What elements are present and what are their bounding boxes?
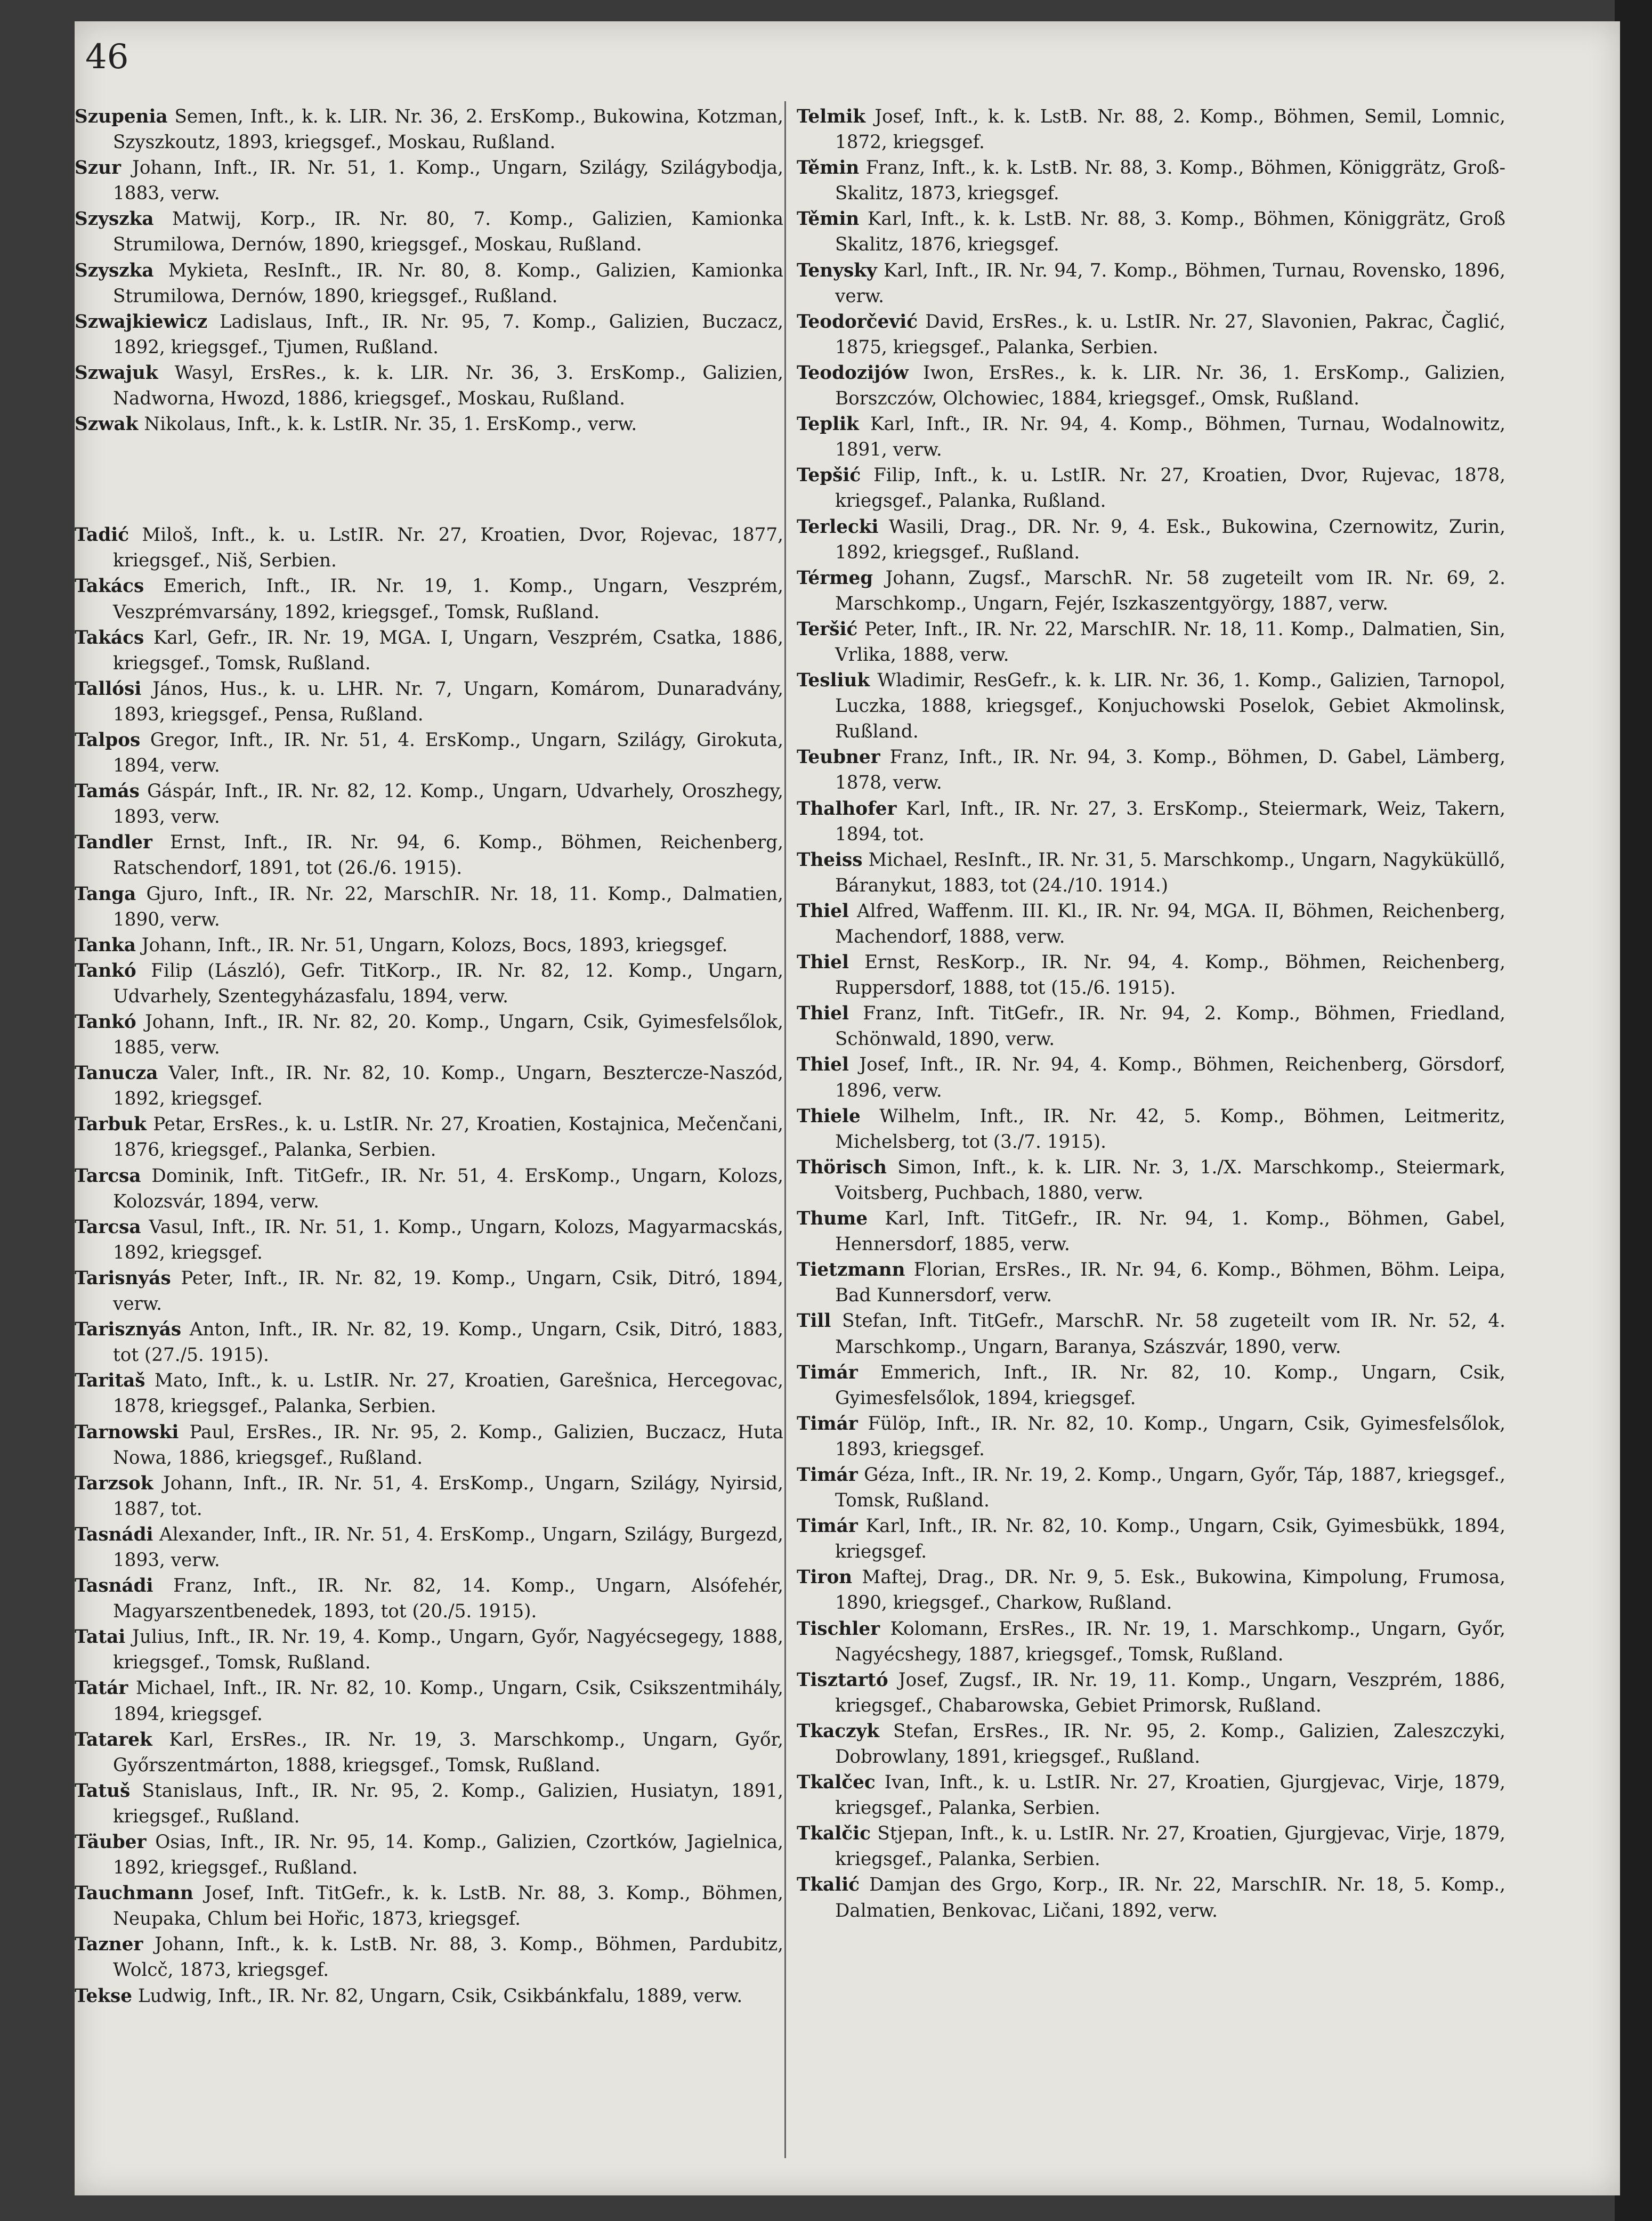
entry-details: Mato, Inft., k. u. LstIR. Nr. 27, Kroatien, Garešnica, Hercegovac, 1878, kriegsgef., Palanka, Serbien.	[113, 1370, 783, 1417]
entry-details: Wasili, Drag., DR. Nr. 9, 4. Esk., Bukowina, Czernowitz, Zurin, 1892, kriegsgef., Rußland.	[835, 516, 1505, 563]
entry	[797, 898, 1505, 950]
entry	[75, 104, 783, 155]
entry-surname: Terlecki	[797, 516, 879, 538]
entry-details: Peter, Inft., IR. Nr. 22, MarschIR. Nr. 18, 11. Komp., Dalmatien, Sin, Vrlika, 1888, verw.	[835, 618, 1505, 666]
entry-details: Josef, Inft., k. k. LstB. Nr. 88, 2. Komp., Böhmen, Semil, Lomnic, 1872, kriegsgef.	[835, 106, 1505, 153]
entry-surname: Tischler	[797, 1618, 880, 1640]
entry-surname: Tkalčec	[797, 1772, 876, 1794]
entry	[797, 668, 1505, 744]
entry-surname: Timár	[797, 1464, 858, 1486]
entry-surname: Tekse	[75, 1985, 132, 2007]
entry-surname: Takács	[75, 627, 144, 649]
entry-surname: Teubner	[797, 747, 880, 768]
entry-surname: Szur	[75, 157, 121, 179]
entry	[75, 360, 783, 411]
entry-surname: Thiel	[797, 900, 849, 922]
entry	[75, 1060, 783, 1112]
entry-details: Stjepan, Inft., k. u. LstIR. Nr. 27, Kroatien, Gjurgjevac, Virje, 1879, kriegsgef., Palanka, Serbien.	[835, 1823, 1505, 1870]
entry-details: Franz, Inft. TitGefr., IR. Nr. 94, 2. Komp., Böhmen, Friedland, Schönwald, 1890, verw.	[835, 1003, 1505, 1050]
entry-surname: Thörisch	[797, 1156, 887, 1178]
entry	[75, 522, 783, 573]
entry	[797, 1872, 1505, 1923]
entry-details: Karl, ErsRes., IR. Nr. 19, 3. Marschkomp., Ungarn, Győr, Győrszentmárton, 1888, kriegsgef., Tomsk, Rußland.	[113, 1729, 783, 1776]
entry	[75, 1163, 783, 1214]
entry	[75, 727, 783, 779]
entry	[75, 258, 783, 309]
entry-details: Julius, Inft., IR. Nr. 19, 4. Komp., Ungarn, Győr, Nagyécsegegy, 1888, kriegsgef., Tomsk, Rußland.	[113, 1626, 783, 1674]
entry-details: Karl, Inft., IR. Nr. 94, 4. Komp., Böhmen, Turnau, Wodalnowitz, 1891, verw.	[835, 414, 1505, 461]
entry-details: Alfred, Waffenm. III. Kl., IR. Nr. 94, MGA. II, Böhmen, Reichenberg, Machendorf, 1888, verw.	[835, 900, 1505, 947]
entry-surname: Tasnádi	[75, 1523, 153, 1545]
entry	[75, 309, 783, 360]
entry-surname: Tanucza	[75, 1063, 158, 1084]
entry-details: Wilhelm, Inft., IR. Nr. 42, 5. Komp., Böhmen, Leitmeritz, Michelsberg, tot (3./7. 1915).	[835, 1105, 1505, 1153]
page-number: 46	[85, 37, 129, 77]
entry-surname: Szwajuk	[75, 362, 158, 384]
entry	[75, 1880, 783, 1932]
entry-details: Miloš, Inft., k. u. LstIR. Nr. 27, Kroatien, Dvor, Rojevac, 1877, kriegsgef., Niš, Serbien.	[113, 524, 783, 572]
entry-details: Michael, ResInft., IR. Nr. 31, 5. Marschkomp., Ungarn, Nagyküküllő, Báranykut, 1883, tot (24./10. 1914.)	[835, 849, 1505, 896]
entry	[797, 1513, 1505, 1565]
entry	[797, 796, 1505, 847]
entry-surname: Taritaš	[75, 1370, 145, 1392]
entry	[797, 155, 1505, 206]
entry-details: Petar, ErsRes., k. u. LstIR. Nr. 27, Kroatien, Kostajnica, Mečenčani, 1876, kriegsgef., Palanka, Serbien.	[113, 1114, 783, 1161]
entry-surname: Teplik	[797, 414, 859, 435]
entry-surname: Tkalić	[797, 1874, 860, 1896]
entry	[797, 1770, 1505, 1821]
entry	[75, 1675, 783, 1726]
entry-details: Ladislaus, Inft., IR. Nr. 95, 7. Komp., Galizien, Buczacz, 1892, kriegsgef., Tjumen, Rußland.	[113, 311, 783, 358]
entry-details: Ludwig, Inft., IR. Nr. 82, Ungarn, Csik, Csikbánkfalu, 1889, verw.	[132, 1985, 743, 2007]
entry-details: Alexander, Inft., IR. Nr. 51, 4. ErsKomp., Ungarn, Szilágy, Burgezd, 1893, verw.	[113, 1523, 783, 1571]
entry-surname: Tatarek	[75, 1729, 152, 1750]
entry-details: Semen, Inft., k. k. LIR. Nr. 36, 2. ErsKomp., Bukowina, Kotzman, Szyszkoutz, 1893, kriegsgef., Moskau, Rußland.	[113, 106, 783, 153]
entry-surname: Szwajkiewicz	[75, 311, 208, 333]
entry-details: David, ErsRes., k. u. LstIR. Nr. 27, Slavonien, Pakrac, Čaglić, 1875, kriegsgef., Palanka, Serbien.	[835, 311, 1505, 358]
entry-surname: Tadić	[75, 524, 129, 546]
entry	[75, 1624, 783, 1675]
entry	[75, 1727, 783, 1778]
entry	[75, 1009, 783, 1060]
entry	[797, 847, 1505, 898]
entry-details: Filip, Inft., k. u. LstIR. Nr. 27, Kroatien, Dvor, Rujevac, 1878, kriegsgef., Palanka, Rußland.	[835, 465, 1505, 512]
entry-details: Nikolaus, Inft., k. k. LstIR. Nr. 35, 1. ErsKomp., verw.	[138, 414, 637, 435]
entry-surname: Szyszka	[75, 260, 154, 281]
entry-details: Michael, Inft., IR. Nr. 82, 10. Komp., Ungarn, Csik, Csikszentmihály, 1894, kriegsgef.	[113, 1677, 783, 1725]
entry-details: Ernst, ResKorp., IR. Nr. 94, 4. Komp., Böhmen, Reichenberg, Ruppersdorf, 1888, tot (15./6. 1915).	[835, 952, 1505, 999]
entry	[75, 1573, 783, 1624]
entry-surname: Tarzsok	[75, 1472, 153, 1494]
entry-surname: Tietzmann	[797, 1259, 905, 1281]
entry-surname: Tkaczyk	[797, 1720, 880, 1742]
entry	[797, 617, 1505, 668]
entry	[797, 1001, 1505, 1052]
entry	[75, 881, 783, 933]
right-column	[797, 104, 1505, 2161]
entry	[797, 1206, 1505, 1257]
entry-details: Fülöp, Inft., IR. Nr. 82, 10. Komp., Ungarn, Csik, Gyimesfelsőlok, 1893, kriegsgef.	[835, 1413, 1505, 1460]
entry-surname: Thiele	[797, 1105, 861, 1127]
entry	[797, 744, 1505, 796]
entry	[75, 958, 783, 1009]
entry-surname: Tkalčic	[797, 1823, 871, 1845]
entry-surname: Tarnowski	[75, 1421, 179, 1443]
entry-surname: Timár	[797, 1413, 858, 1434]
entry	[797, 206, 1505, 257]
entry-details: Johann, Inft., IR. Nr. 51, 4. ErsKomp., Ungarn, Szilágy, Nyirsid, 1887, tot.	[113, 1472, 783, 1520]
entry	[797, 463, 1505, 514]
left-column-top-entries	[75, 104, 783, 437]
left-column	[75, 104, 783, 2161]
entry-surname: Tasnádi	[75, 1575, 153, 1597]
entry	[75, 1522, 783, 1573]
entry-details: Kolomann, ErsRes., IR. Nr. 19, 1. Marschkomp., Ungarn, Győr, Nagyécshegy, 1887, kriegsgef., Tomsk, Rußland.	[835, 1618, 1505, 1665]
entry	[797, 514, 1505, 565]
entry-surname: Szyszka	[75, 208, 154, 230]
entry-surname: Tallósi	[75, 678, 142, 700]
entry-surname: Tanka	[75, 934, 136, 956]
entry-surname: Tepšić	[797, 465, 861, 487]
entry-details: Karl, Gefr., IR. Nr. 19, MGA. I, Ungarn, Veszprém, Csatka, 1886, kriegsgef., Tomsk, Rußland.	[113, 627, 783, 674]
entry	[75, 1983, 783, 2009]
entry-details: Ivan, Inft., k. u. LstIR. Nr. 27, Kroatien, Gjurgjevac, Virje, 1879, kriegsgef., Palanka, Serbien.	[835, 1772, 1505, 1819]
entry-details: Simon, Inft., k. k. LIR. Nr. 3, 1./X. Marschkomp., Steiermark, Voitsberg, Puchbach, 1880, verw.	[835, 1156, 1505, 1204]
entry-details: Johann, Inft., IR. Nr. 82, 20. Komp., Ungarn, Csik, Gyimesfelsőlok, 1885, verw.	[113, 1011, 783, 1059]
entry	[75, 1368, 783, 1419]
entry-surname: Tatuš	[75, 1780, 131, 1802]
entry	[75, 830, 783, 881]
entry-surname: Timár	[797, 1361, 858, 1383]
entry	[75, 1778, 783, 1829]
entry	[75, 779, 783, 830]
entry-details: Stefan, ErsRes., IR. Nr. 95, 2. Komp., Galizien, Zaleszczyki, Dobrowlany, 1891, kriegsgef., Rußland.	[835, 1720, 1505, 1768]
entry-details: Maftej, Drag., DR. Nr. 9, 5. Esk., Bukowina, Kimpolung, Frumosa, 1890, kriegsgef., Charkow, Rußland.	[835, 1567, 1505, 1614]
entry	[75, 933, 783, 958]
entry	[75, 1317, 783, 1368]
entry-surname: Tamás	[75, 781, 140, 803]
entry	[797, 360, 1505, 411]
entry-surname: Teodozijów	[797, 362, 909, 384]
entry-details: Iwon, ErsRes., k. k. LIR. Nr. 36, 1. ErsKomp., Galizien, Borszczów, Olchowiec, 1884, kriegsgef., Omsk, Rußland.	[835, 362, 1505, 410]
entry	[75, 573, 783, 625]
entry-surname: Tatai	[75, 1626, 126, 1648]
entry-surname: Teršić	[797, 618, 858, 640]
entry-details: Franz, Inft., IR. Nr. 94, 3. Komp., Böhmen, D. Gabel, Lämberg, 1878, verw.	[835, 747, 1505, 794]
entry-details: Gáspár, Inft., IR. Nr. 82, 12. Komp., Ungarn, Udvarhely, Oroszhegy, 1893, verw.	[113, 781, 783, 828]
entry-details: Karl, Inft., k. k. LstB. Nr. 88, 3. Komp., Böhmen, Königgrätz, Groß Skalitz, 1876, kriegsgef.	[835, 208, 1505, 256]
entry-details: Karl, Inft. TitGefr., IR. Nr. 94, 1. Komp., Böhmen, Gabel, Hennersdorf, 1885, verw.	[835, 1208, 1505, 1255]
entry-surname: Těmin	[797, 157, 860, 179]
entry-surname: Thiel	[797, 1003, 849, 1025]
scan-border	[1615, 0, 1652, 2221]
section-gap	[75, 437, 783, 522]
entry-surname: Tenysky	[797, 260, 877, 281]
entry	[797, 1052, 1505, 1103]
entry-details: Franz, Inft., IR. Nr. 82, 14. Komp., Ungarn, Alsófehér, Magyarszentbenedek, 1893, tot (20./5. 1915).	[113, 1575, 783, 1623]
entry	[797, 1308, 1505, 1359]
entry	[75, 1112, 783, 1163]
entry-surname: Thume	[797, 1208, 868, 1230]
entry-surname: Tatár	[75, 1677, 128, 1699]
entry	[797, 104, 1505, 155]
entry-surname: Till	[797, 1310, 831, 1332]
column-divider	[784, 101, 786, 2158]
entry-details: Valer, Inft., IR. Nr. 82, 10. Komp., Ungarn, Besztercze-Naszód, 1892, kriegsgef.	[113, 1063, 783, 1110]
entry-details: Josef, Zugsf., IR. Nr. 19, 11. Komp., Ungarn, Veszprém, 1886, kriegsgef., Chabarowska, Gebiet Primorsk, Rußland.	[835, 1669, 1505, 1716]
entry-details: Wasyl, ErsRes., k. k. LIR. Nr. 36, 3. ErsKomp., Galizien, Nadworna, Hwozd, 1886, kriegsgef., Moskau, Rußland.	[113, 362, 783, 410]
entry	[797, 1719, 1505, 1770]
entry-surname: Tazner	[75, 1934, 143, 1956]
entry-details: Johann, Inft., IR. Nr. 51, Ungarn, Kolozs, Bocs, 1893, kriegsgef.	[136, 934, 728, 956]
entry-details: Emmerich, Inft., IR. Nr. 82, 10. Komp., Ungarn, Csik, Gyimesfelsőlok, 1894, kriegsgef.	[835, 1361, 1505, 1409]
entry-details: Josef, Inft., IR. Nr. 94, 4. Komp., Böhmen, Reichenberg, Görsdorf, 1896, verw.	[835, 1054, 1505, 1101]
entry	[797, 1360, 1505, 1411]
entry-surname: Theiss	[797, 849, 863, 871]
entry-details: Johann, Inft., k. k. LstB. Nr. 88, 3. Komp., Böhmen, Pardubitz, Wolcč, 1873, kriegsgef.	[113, 1934, 783, 1981]
entry	[75, 411, 783, 437]
entry	[797, 1462, 1505, 1513]
entry-details: Josef, Inft. TitGefr., k. k. LstB. Nr. 88, 3. Komp., Böhmen, Neupaka, Chlum bei Hořic, 1873, kriegsgef.	[113, 1883, 783, 1930]
entry	[75, 155, 783, 206]
entry-surname: Telmik	[797, 106, 866, 127]
entry	[75, 625, 783, 676]
entry	[797, 1155, 1505, 1206]
entry-details: Stanislaus, Inft., IR. Nr. 95, 2. Komp., Galizien, Husiatyn, 1891, kriegsgef., Rußland.	[113, 1780, 783, 1827]
entry-details: Ernst, Inft., IR. Nr. 94, 6. Komp., Böhmen, Reichenberg, Ratschendorf, 1891, tot (26./6. 1915).	[113, 832, 783, 879]
entry-surname: Tarisznyás	[75, 1319, 182, 1341]
entry	[75, 1829, 783, 1880]
entry-details: Paul, ErsRes., IR. Nr. 95, 2. Komp., Galizien, Buczacz, Huta Nowa, 1886, kriegsgef., Rußland.	[113, 1421, 783, 1469]
entry-details: Florian, ErsRes., IR. Nr. 94, 6. Komp., Böhmen, Böhm. Leipa, Bad Kunnersdorf, verw.	[835, 1259, 1505, 1307]
entry-surname: Tiron	[797, 1567, 853, 1588]
entry-surname: Thiel	[797, 952, 849, 974]
entry-details: Stefan, Inft. TitGefr., MarschR. Nr. 58 zugeteilt vom IR. Nr. 52, 4. Marschkomp., Ungarn, Baranya, Szászvár, 1890, verw.	[831, 1310, 1505, 1358]
entry-details: Géza, Inft., IR. Nr. 19, 2. Komp., Ungarn, Győr, Táp, 1887, kriegsgef., Tomsk, Rußland.	[835, 1464, 1505, 1512]
entry	[75, 1420, 783, 1471]
entry-details: Karl, Inft., IR. Nr. 94, 7. Komp., Böhmen, Turnau, Rovensko, 1896, verw.	[835, 260, 1505, 307]
entry-details: Karl, Inft., IR. Nr. 82, 10. Komp., Ungarn, Csik, Gyimesbükk, 1894, kriegsgef.	[835, 1515, 1505, 1563]
entry	[75, 676, 783, 727]
entry-surname: Térmeg	[797, 567, 873, 589]
entry-surname: Tankó	[75, 1011, 136, 1033]
entry-details: Johann, Inft., IR. Nr. 51, 1. Komp., Ungarn, Szilágy, Szilágybodja, 1883, verw.	[113, 157, 783, 205]
entry-surname: Tarcsa	[75, 1165, 141, 1187]
entry	[797, 1616, 1505, 1667]
entry-surname: Thiel	[797, 1054, 849, 1076]
entry	[75, 1471, 783, 1522]
entry-details: Mykieta, ResInft., IR. Nr. 80, 8. Komp., Galizien, Kamionka Strumilowa, Dernów, 1890, kriegsgef., Rußland.	[113, 260, 783, 307]
entry	[75, 1214, 783, 1266]
entry-surname: Timár	[797, 1515, 858, 1537]
entry-surname: Szwak	[75, 414, 139, 435]
entry-details: Damjan des Grgo, Korp., IR. Nr. 22, MarschIR. Nr. 18, 5. Komp., Dalmatien, Benkovac, Ličani, 1892, verw.	[835, 1874, 1505, 1922]
entry	[797, 1411, 1505, 1462]
entry-surname: Tandler	[75, 832, 152, 854]
entry	[797, 950, 1505, 1001]
right-column-entries	[797, 104, 1505, 1924]
entry-details: János, Hus., k. u. LHR. Nr. 7, Ungarn, Komárom, Dunaradvány, 1893, kriegsgef., Pensa, Rußland.	[113, 678, 783, 725]
entry	[75, 1932, 783, 1983]
entry	[797, 565, 1505, 617]
entry	[75, 1266, 783, 1317]
entry-details: Anton, Inft., IR. Nr. 82, 19. Komp., Ungarn, Csik, Ditró, 1883, tot (27./5. 1915).	[113, 1319, 783, 1366]
entry	[797, 1565, 1505, 1616]
entry-surname: Tanga	[75, 883, 136, 905]
entry-surname: Těmin	[797, 208, 860, 230]
entry-surname: Tauchmann	[75, 1883, 193, 1904]
entry-details: Wladimir, ResGefr., k. k. LIR. Nr. 36, 1. Komp., Galizien, Tarnopol, Luczka, 1888, kriegsgef., Konjuchowski Poselok, Gebiet Akmolinsk, Rußland.	[835, 670, 1505, 743]
entry-details: Johann, Zugsf., MarschR. Nr. 58 zugeteilt vom IR. Nr. 69, 2. Marschkomp., Ungarn, Fejér, Iszkaszentgyörgy, 1887, verw.	[835, 567, 1505, 614]
entry-surname: Talpos	[75, 729, 141, 751]
entry-surname: Tesliuk	[797, 670, 870, 692]
entry-surname: Tankó	[75, 960, 136, 982]
entry-details: Filip (László), Gefr. TitKorp., IR. Nr. 82, 12. Komp., Ungarn, Udvarhely, Szentegyházasfalu, 1894, verw.	[113, 960, 783, 1007]
entry-details: Emerich, Inft., IR. Nr. 19, 1. Komp., Ungarn, Veszprém, Veszprémvarsány, 1892, kriegsgef., Tomsk, Rußland.	[113, 575, 783, 623]
entry-surname: Teodorčević	[797, 311, 918, 333]
entry	[797, 1257, 1505, 1308]
left-column-entries	[75, 522, 783, 2008]
entry-surname: Tisztartó	[797, 1669, 888, 1691]
entry	[797, 411, 1505, 463]
entry-details: Peter, Inft., IR. Nr. 82, 19. Komp., Ungarn, Csik, Ditró, 1894, verw.	[113, 1267, 783, 1315]
entry-details: Matwij, Korp., IR. Nr. 80, 7. Komp., Galizien, Kamionka Strumilowa, Dernów, 1890, kriegsgef., Moskau, Rußland.	[113, 208, 783, 256]
entry-surname: Szupenia	[75, 106, 168, 127]
entry-details: Karl, Inft., IR. Nr. 27, 3. ErsKomp., Steiermark, Weiz, Takern, 1894, tot.	[835, 798, 1505, 845]
entry-details: Gregor, Inft., IR. Nr. 51, 4. ErsKomp., Ungarn, Szilágy, Girokuta, 1894, verw.	[113, 729, 783, 777]
entry	[797, 1667, 1505, 1719]
entry-surname: Takács	[75, 575, 144, 597]
entry-details: Franz, Inft., k. k. LstB. Nr. 88, 3. Komp., Böhmen, Königgrätz, Groß-Skalitz, 1873, kriegsgef.	[835, 157, 1505, 205]
entry-details: Vasul, Inft., IR. Nr. 51, 1. Komp., Ungarn, Kolozs, Magyarmacskás, 1892, kriegsgef.	[113, 1216, 783, 1263]
entry-details: Dominik, Inft. TitGefr., IR. Nr. 51, 4. ErsKomp., Ungarn, Kolozs, Kolozsvár, 1894, verw.	[113, 1165, 783, 1212]
entry-surname: Thalhofer	[797, 798, 897, 820]
entry-surname: Tarisnyás	[75, 1267, 171, 1289]
entry-surname: Tarcsa	[75, 1216, 141, 1238]
entry	[75, 206, 783, 257]
entry-details: Gjuro, Inft., IR. Nr. 22, MarschIR. Nr. 18, 11. Komp., Dalmatien, 1890, verw.	[113, 883, 783, 930]
entry	[797, 258, 1505, 309]
entry-details: Osias, Inft., IR. Nr. 95, 14. Komp., Galizien, Czortków, Jagielnica, 1892, kriegsgef., Rußland.	[113, 1831, 783, 1879]
entry	[797, 1104, 1505, 1155]
entry-surname: Tarbuk	[75, 1114, 147, 1136]
entry	[797, 309, 1505, 360]
entry	[797, 1821, 1505, 1872]
entry-surname: Täuber	[75, 1831, 147, 1853]
